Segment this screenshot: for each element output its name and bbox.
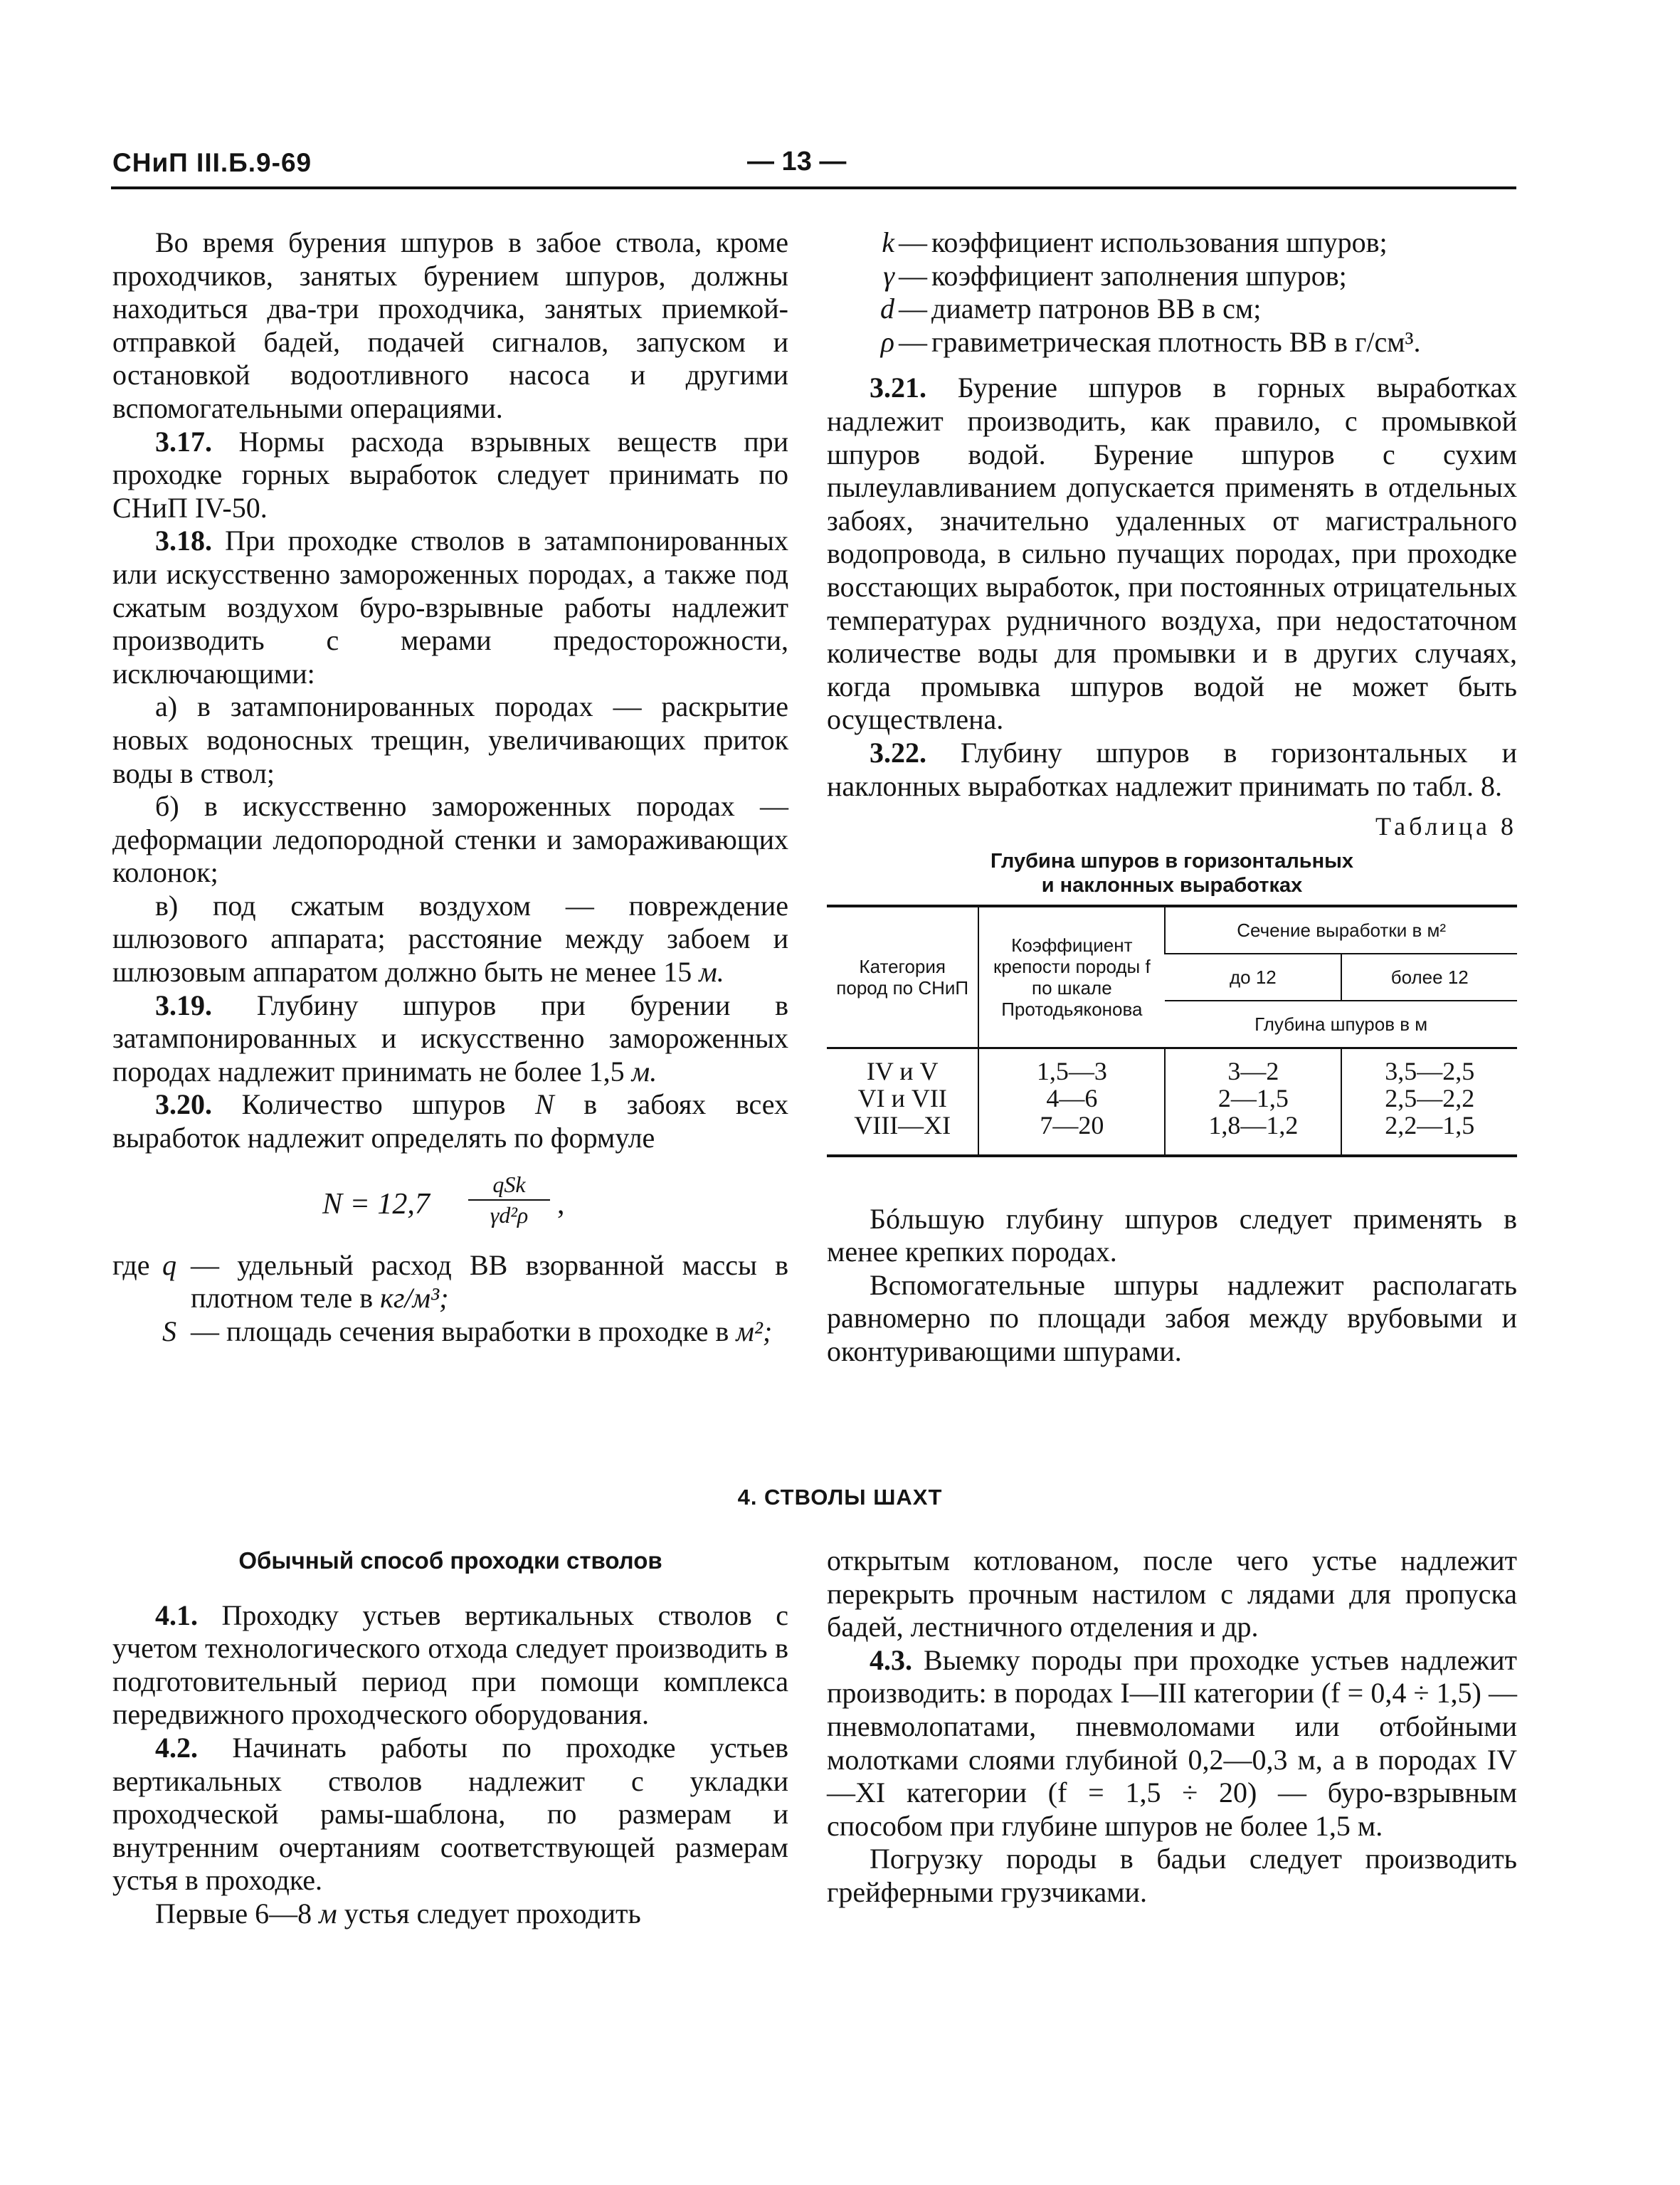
definition-rho <box>827 326 1517 359</box>
cell-upto-12: 3—2 2—1,5 1,8—1,2 <box>1165 1048 1341 1156</box>
clause-number: 3.21. <box>870 372 926 404</box>
table-title-line-1: Глубина шпуров в горизонтальных <box>990 849 1354 873</box>
table-label: Таблица 8 <box>1375 812 1517 841</box>
left-column-top <box>112 226 788 1348</box>
item-c-text: в) под сжатым воздухом — повреждение шлюзового аппарата; расстояние между забоем и шлюзовым аппаратом должно быть не менее 15 <box>112 889 788 989</box>
definition-text: гравиметрическая плотность ВВ в г/см³. <box>931 325 1421 358</box>
item-b: б) в искусственно замороженных породах — деформации ледопородной стенки и замораживающих колонок; <box>112 790 788 889</box>
clause-text: При проходке стволов в затампонированных или искусственно замороженных породах, а также под сжатым воздухом буро-взрывные работы надлежит производить с мерами предосторожности, исключающими: <box>112 525 788 690</box>
definition-gamma <box>827 260 1517 293</box>
clause-text: Проходку устьев вертикальных стволов с учетом технологического отхода следует производить в подготовительный период при помощи комплекса передвижного проходческого оборудования. <box>112 1599 788 1731</box>
definition-k <box>827 226 1517 260</box>
table-title <box>827 849 1517 897</box>
cell-category: IV и V VI и VII VIII—XI <box>854 1056 951 1139</box>
clause-4-3 <box>827 1644 1517 1843</box>
subsection-title: Обычный способ проходки стволов <box>238 1547 662 1574</box>
symbol-s: S <box>162 1315 176 1347</box>
clause-text: Бурение шпуров в горных выработках надлежит производить, как правило, с промывкой шпуров водой. Бурение шпуров с сухим пылеулавливанием допускается применять в отдельных забоях, значительно удаленных от магистрального водопровода, в сильно пучащих породах, при проходке восстающих выработок, при постоянных отрицательных температурах рудничного воздуха, при недостаточном количестве воды для промывки и в других случаях, когда промывка шпуров водой не может быть осуществлена. <box>827 372 1517 736</box>
symbol-k: k <box>882 226 894 258</box>
definition-s <box>112 1315 788 1349</box>
clause-number: 3.17. <box>155 425 212 458</box>
header-category: Категория пород по СНиП <box>827 906 978 1048</box>
clause-3-22 <box>827 737 1517 803</box>
clause-number: 3.22. <box>870 736 926 769</box>
definition-text: коэффициент использования шпуров; <box>931 226 1388 258</box>
clause-3-17 <box>112 426 788 525</box>
clause-number: 3.20. <box>155 1088 212 1121</box>
formula-numerator: qSk <box>468 1171 550 1201</box>
clause-4-1 <box>112 1599 788 1732</box>
dash: — <box>899 259 927 292</box>
definition-text: диаметр патронов ВВ в см; <box>931 293 1262 325</box>
unit: м. <box>699 956 724 989</box>
paragraph-first-meters <box>112 1897 788 1931</box>
symbol-d: d <box>880 293 894 325</box>
header-coefficient: Коэффициент крепости породы f по шкале Протодьяконова <box>978 906 1165 1048</box>
formula-shot-count <box>112 1171 788 1236</box>
paragraph-drilling-crew: Во время бурения шпуров в забое ствола, кроме проходчиков, занятых бурением шпуров, должны находиться два-три проходчика, занятых приемкой-отправкой бадей, подачей сигналов, запуском и остановкой водоотливного насоса и другими вспомогательными операциями. <box>112 226 788 424</box>
definition-q <box>112 1249 788 1315</box>
cell-coefficient: 1,5—3 4—6 7—20 <box>978 1048 1165 1156</box>
clause-3-19 <box>112 989 788 1089</box>
definition-text <box>191 1315 772 1349</box>
unit: м. <box>631 1055 657 1088</box>
table-title-line-2: и наклонных выработках <box>1041 873 1303 897</box>
dash: — <box>899 325 927 358</box>
clause-number: 4.2. <box>155 1731 198 1764</box>
spacer <box>827 1157 1517 1203</box>
text: Первые 6—8 <box>155 1897 319 1929</box>
clause-text: в забоях всех выработок надлежит определять по формуле <box>112 1088 788 1154</box>
clause-number: 3.18. <box>155 525 212 557</box>
dash: — <box>899 226 927 258</box>
table-8 <box>827 905 1517 1157</box>
text: устья следует проходить <box>337 1897 641 1929</box>
left-column-bottom <box>112 1544 788 1931</box>
document-code: СНиП III.Б.9-69 <box>112 148 312 177</box>
formula-lhs: N = 12,7 <box>322 1187 430 1221</box>
definition-body: — удельный расход ВВ взорванной массы в плотном теле в <box>191 1248 788 1315</box>
paragraph-greater-depth: Бóльшую глубину шпуров следует применять в менее крепких породах. <box>827 1202 1517 1268</box>
clause-4-2 <box>112 1732 788 1897</box>
clause-3-21 <box>827 372 1517 737</box>
definition-body: — площадь сечения выработки в проходке в <box>191 1315 736 1347</box>
clause-3-18 <box>112 525 788 690</box>
clause-text: Количество шпуров <box>212 1088 536 1121</box>
header-upto-12: до 12 <box>1165 954 1341 1001</box>
cell-over-12: 3,5—2,5 2,5—2,2 2,2—1,5 <box>1341 1048 1517 1156</box>
paragraph-loading: Погрузку породы в бадьи следует производить грейферными грузчиками. <box>827 1843 1517 1908</box>
definition-text <box>191 1249 788 1315</box>
page-number: — 13 — <box>747 147 847 177</box>
section-title: 4. СТВОЛЫ ШАХТ <box>737 1485 943 1510</box>
symbol-gamma: γ <box>883 259 894 292</box>
clause-text: Нормы расхода взрывных веществ при проходке горных выработок следует принимать по СНиП IV-50. <box>112 425 788 524</box>
definition-d <box>827 293 1517 326</box>
paragraph-auxiliary-shots: Вспомогательные шпуры надлежит располагать равномерно по площади забоя между врубовыми и оконтуривающими шпурами. <box>827 1268 1517 1368</box>
header-over-12: более 12 <box>1341 954 1517 1001</box>
clause-text: Глубину шпуров в горизонтальных и наклонных выработках надлежит принимать по табл. 8. <box>827 736 1517 802</box>
clause-number: 4.1. <box>155 1599 198 1631</box>
clause-number: 3.19. <box>155 989 212 1021</box>
unit: м²; <box>736 1315 773 1347</box>
formula-comma: , <box>557 1187 565 1221</box>
unit: м <box>319 1897 337 1929</box>
symbol-n: N <box>535 1088 554 1121</box>
item-c <box>112 890 788 989</box>
symbol-q: q <box>162 1248 176 1281</box>
where-spacer <box>112 1315 162 1349</box>
paragraph-continuation: открытым котлованом, после чего устье надлежит перекрыть прочным настилом с лядами для пропуска бадей, лестничного отделения и др. <box>827 1544 1517 1643</box>
header-depth: Глубина шпуров в м <box>1254 1013 1428 1035</box>
formula-fraction <box>468 1171 550 1229</box>
formula-denominator: γd²ρ <box>490 1201 529 1228</box>
clause-3-20 <box>112 1088 788 1154</box>
clause-text: Выемку породы при проходке устьев надлежит производить: в породах I—III категории (f = 0,4 ÷ 1,5) — пневмолопатами, пневмоломами или отбойными молотками слоями глубиной 0,2—0,3 м, а в породах IV—XI категории (f = 1,5 ÷ 20) — буро-взрывным способом при глубине шпуров не более 1,5 м. <box>827 1643 1517 1842</box>
table-row <box>827 1048 1517 1156</box>
right-column-bottom <box>827 1544 1517 1910</box>
header-rule <box>111 186 1516 189</box>
clause-text: Начинать работы по проходке устьев вертикальных стволов надлежит с укладки проходческой рамы-шаблона, по размерам и внутренним очертаниям соответствующей размерам устья в проходке. <box>112 1731 788 1897</box>
header-section: Сечение выработки в м² <box>1165 906 1517 954</box>
clause-number: 4.3. <box>870 1643 912 1676</box>
clause-text: Глубину шпуров при бурении в затампонированных и искусственно замороженных породах надлежит принимать не более 1,5 <box>112 989 788 1088</box>
unit: кг/м³; <box>380 1282 449 1315</box>
right-column-top <box>827 226 1517 1369</box>
item-a: а) в затампонированных породах — раскрытие новых водоносных трещин, увеличивающих приток воды в ствол; <box>112 690 788 789</box>
where-word: где <box>112 1248 150 1281</box>
symbol-rho: ρ <box>880 325 894 358</box>
dash: — <box>899 293 927 325</box>
definition-text: коэффициент заполнения шпуров; <box>931 259 1347 292</box>
